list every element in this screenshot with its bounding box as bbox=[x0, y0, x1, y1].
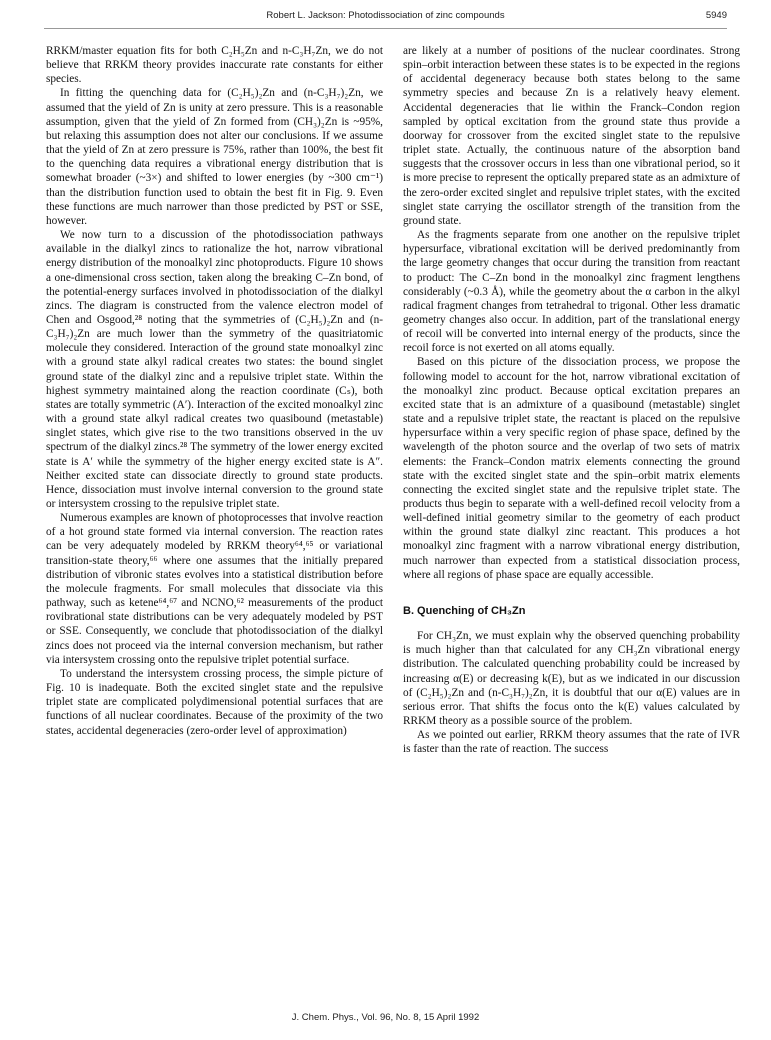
paragraph: As we pointed out earlier, RRKM theory assumes that the rate of IVR is faster than the rate of reaction. The success bbox=[403, 729, 740, 756]
paragraph: RRKM/master equation fits for both C₂H₅Zn and n-C₃H₇Zn, we do not believe that RRKM theory provides inaccurate rate constants for either species. bbox=[46, 45, 383, 86]
header-rule bbox=[44, 28, 727, 29]
paragraph: are likely at a number of positions of the nuclear coordinates. Strong spin–orbit interaction between these states is to be expected in the regions of accidental degeneracy because both states belong to the same symmetry species and because Zn is a relatively heavy element. Accidental degeneracies that lie within the Franck–Condon region sampled by optical excitation from the ground state thus provide a doorway for crossover from the excited singlet state to the repulsive triplet state. Actually, the continuous nature of the absorption band suggests that the crossover occurs in less than one vibrational period, so it is more precise to represent the optically prepared state as an admixture of the zero-order excited singlet and repulsive triplet states, with the excited singlet state carrying the oscillator strength of the transition from the ground state. bbox=[403, 45, 740, 227]
paragraph: In fitting the quenching data for (C₂H₅)₂Zn and (n-C₃H₇)₂Zn, we assumed that the yield of Zn is unity at zero pressure. This is a reasonable assumption, given that the yield of Zn formed from (CH₃)₂Zn is ~95%, but relaxing this assumption does not alter our conclusions. If we assume that the yield of Zn at zero pressure is 75%, rather than 100%, the best fit to the quenching data requires a vibrational energy distribution that is somewhat broader (~3×) and shifted to lower energies (by ~300 cm⁻¹) than the distribution function used to obtain the best fit in Fig. 9. Even these functions are much narrower than those predicted by PST or SSE, however. bbox=[46, 87, 383, 227]
right-column bbox=[403, 44, 740, 757]
paragraph: Numerous examples are known of photoprocesses that involve reaction of a hot ground state formed via internal conversion. The reaction rates can be very adequately modeled by RRKM theory⁶⁴,⁶⁵ or variational transition-state theory,⁶⁶ where one assumes that the initially prepared distribution of vibronic states evolves into a statistical distribution before the molecule fragments. For small molecules that dissociate via this pathway, such as ketene⁶⁴,⁶⁷ and NCNO,⁶² measurements of the product rovibrational state distributions can be very adequately modeled by PST or SSE. Consequently, we conclude that photodissociation of the dialkyl zincs does not proceed via the internal conversion mechanism, but rather via intersystem crossing onto the repulsive triplet potential surface. bbox=[46, 512, 383, 666]
paragraph: We now turn to a discussion of the photodissociation pathways available in the dialkyl zincs to rationalize the hot, narrow vibrational energy distribution of the monoalkyl zinc photoproducts. Figure 10 shows a one-dimensional cross section, taken along the breaking C–Zn bond, of the potential-energy surfaces involved in photodissociation of the dialkyl zincs. The diagram is constructed from the valence electron model of Chen and Osgood,²⁸ noting that the symmetries of (C₂H₅)₂Zn and (n-C₃H₇)₂Zn are much lower than the symmetry of the quasitriatomic molecule they considered. Interaction of the ground state monoalkyl zinc with a ground state alkyl radical creates two states: the bound singlet ground state of the dialkyl zinc and a repulsive triplet state. Within the highest symmetry maintained along the reaction coordinate (Cₛ), both states are totally symmetric (A′). Interaction of the excited monoalkyl zinc with a ground state alkyl radical creates two quasibound (metastable) singlet states, which give rise to the two transitions observed in the uv spectrum of the dialkyl zincs.²⁸ The symmetry of the lower energy excited state is A′ while the symmetry of the higher energy excited state is A″. Neither excited state can dissociate directly to ground state products. Hence, dissociation must involve internal conversion to the ground state or intersystem crossing to the repulsive triplet state. bbox=[46, 229, 383, 510]
section-heading: B. Quenching of CH₃Zn bbox=[403, 604, 526, 617]
running-title: Robert L. Jackson: Photodissociation of zinc compounds bbox=[266, 10, 505, 21]
journal-footer: J. Chem. Phys., Vol. 96, No. 8, 15 April 1992 bbox=[291, 1012, 480, 1023]
left-column bbox=[46, 44, 383, 738]
paragraph: Based on this picture of the dissociation process, we propose the following model to account for the hot, narrow vibrational excitation of the monoalkyl zinc product. Because optical excitation prepares an excited state that is an admixture of a quasibound (metastable) singlet state and a repulsive triplet state, the reactant is placed on the repulsive hypersurface within a very specific region of phase space, defined by the wavelength of the photon source and the overlap of two sets of matrix elements: the Franck–Condon matrix elements connecting the ground state with the excited singlet state and the spin–orbit matrix elements connecting the excited singlet state and the repulsive triplet state. The products thus begin to separate with a well-defined recoil velocity from a well-defined initial geometry similar to the geometry of each product within the ground state dialkyl zinc reactant. This produces a hot monoalkyl zinc fragment with a narrow vibrational energy distribution, much narrower than expected from a statistical dissociation process, where all regions of phase space are equally accessible. bbox=[403, 356, 740, 581]
paragraph: For CH₃Zn, we must explain why the observed quenching probability is much higher than that calculated for any CH₃Zn vibrational energy distribution. The calculated quenching probability could be increased by increasing α(E) or decreasing k(E), but as we indicated in our discussion of (C₂H₅)₂Zn and (n-C₃H₇)₂Zn, it is doubtful that our α(E) values are in serious error. That shifts the focus onto the k(E) values calculated by RRKM theory as a possible source of the problem. bbox=[403, 630, 740, 728]
paragraph: To understand the intersystem crossing process, the simple picture of Fig. 10 is inadequate. Both the excited singlet state and the repulsive triplet state are complicated polydimensional potential surfaces that are functions of all nuclear coordinates. Because of the proximity of the two states, accidental degeneracies (zero-order level of approximation) bbox=[46, 667, 383, 737]
page-number: 5949 bbox=[705, 10, 727, 21]
paragraph: As the fragments separate from one another on the repulsive triplet hypersurface, vibrational excitation will be derived predominantly from the large geometry changes that occur during the transition from reactant to product: The C–Zn bond in the monoalkyl zinc fragment lengthens considerably (~0.3 Å), while the geometry about the α carbon in the alkyl radical fragment changes from tetrahedral to trigonal. Other less dramatic geometry changes also occur. In addition, part of the translational energy of recoil will be converted into internal energy of the products, since the recoil force is not exerted on all atoms equally. bbox=[403, 229, 740, 355]
running-header bbox=[44, 10, 727, 24]
